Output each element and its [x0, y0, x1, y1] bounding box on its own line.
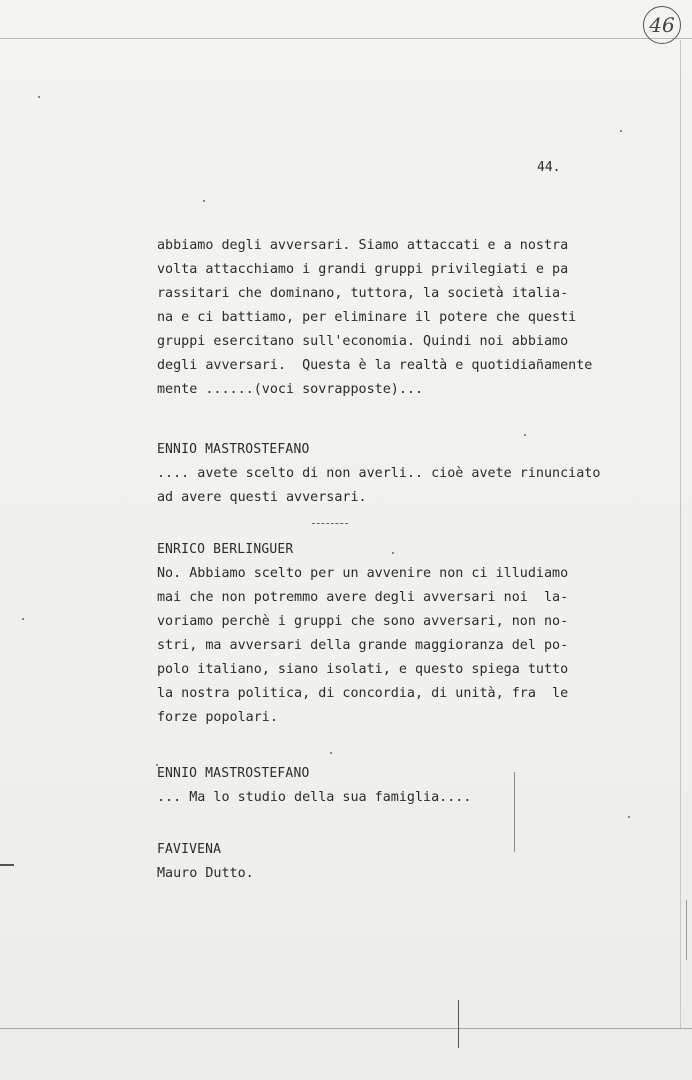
- text-line: la nostra politica, di concordia, di unità, fra le: [157, 686, 569, 701]
- text-line: mai che non potremmo avere degli avversari noi la-: [157, 590, 569, 605]
- scan-speck: [156, 764, 158, 766]
- scan-speck: [620, 130, 622, 132]
- dialogue-block-3: [157, 538, 627, 730]
- pen-mark: [312, 523, 348, 526]
- scan-speck: [38, 96, 40, 98]
- scan-speck: [628, 816, 630, 818]
- text-line: gruppi esercitano sull'economia. Quindi noi abbiamo: [157, 334, 569, 349]
- dialogue-block-4: [157, 762, 627, 810]
- speaker-name: FAVIVENA: [157, 842, 222, 857]
- text-line: polo italiano, siano isolati, e questo spiega tutto: [157, 662, 569, 677]
- text-line: rassitari che dominano, tuttora, la società italia-: [157, 286, 569, 301]
- scan-speck: [524, 434, 526, 436]
- text-line: No. Abbiamo scelto per un avvenire non ci illudiamo: [157, 566, 569, 581]
- speaker-name: ENRICO BERLINGUER: [157, 542, 294, 557]
- scan-speck: [330, 752, 332, 754]
- scan-mark: [0, 864, 14, 866]
- scan-mark: [458, 1000, 459, 1048]
- scan-mark: [514, 772, 515, 852]
- speaker-name: ENNIO MASTROSTEFANO: [157, 766, 310, 781]
- text-line: volta attacchiamo i grandi gruppi privilegiati e pa: [157, 262, 569, 277]
- text-line: Mauro Dutto.: [157, 866, 254, 881]
- text-line: na e ci battiamo, per eliminare il potere che questi: [157, 310, 577, 325]
- page-number: 44.: [537, 160, 561, 175]
- scan-speck: [22, 618, 24, 620]
- scan-speck: [392, 552, 394, 554]
- text-line: mente ......(voci sovrapposte)...: [157, 382, 424, 397]
- dialogue-block-2: [157, 438, 627, 510]
- scan-speck: [203, 200, 205, 202]
- text-line: voriamo perchè i gruppi che sono avversari, non no-: [157, 614, 569, 629]
- dialogue-block-5: [157, 838, 627, 886]
- text-line: ad avere questi avversari.: [157, 490, 367, 505]
- archive-number-stamp: 46: [643, 6, 681, 44]
- paragraph-1: [157, 234, 627, 402]
- text-line: forze popolari.: [157, 710, 278, 725]
- text-line: .... avete scelto di non averli.. cioè avete rinunciato: [157, 466, 601, 481]
- page-bottom-edge: [0, 1028, 692, 1029]
- text-line: abbiamo degli avversari. Siamo attaccati e a nostra: [157, 238, 569, 253]
- page-right-edge: [680, 40, 681, 1028]
- page-top-edge: [0, 38, 692, 39]
- text-line: stri, ma avversari della grande maggioranza del po-: [157, 638, 569, 653]
- text-line: ... Ma lo studio della sua famiglia....: [157, 790, 472, 805]
- scan-mark: [686, 900, 687, 960]
- text-line: degli avversari. Questa è la realtà e quotidiañamente: [157, 358, 593, 373]
- speaker-name: ENNIO MASTROSTEFANO: [157, 442, 310, 457]
